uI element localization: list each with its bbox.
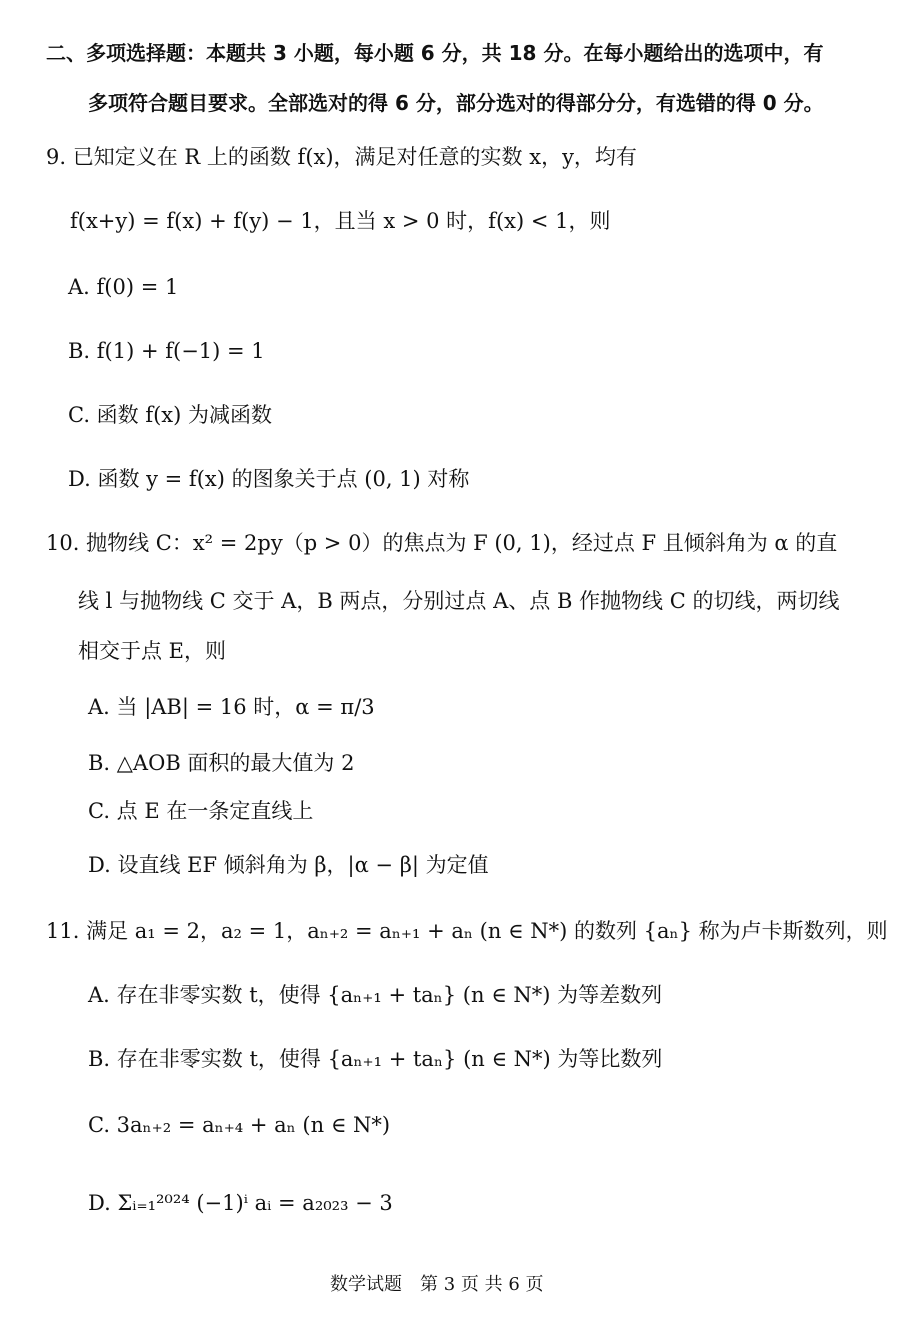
question-10-stem-line-3: 相交于点 E，则 xyxy=(78,639,227,663)
question-9-stem-line-1: 9. 已知定义在 R 上的函数 f(x)，满足对任意的实数 x，y，均有 xyxy=(46,145,637,169)
question-11-stem-line-1: 11. 满足 a₁ = 2，a₂ = 1，aₙ₊₂ = aₙ₊₁ + aₙ (n ∈ N*) 的数列 {aₙ} 称为卢卡斯数列，则 xyxy=(46,919,888,943)
section-heading-line-1: 二、多项选择题：本题共 3 小题，每小题 6 分，共 18 分。在每小题给出的选项中，有 xyxy=(46,41,824,65)
question-11-option-d: D. Σᵢ₌₁²⁰²⁴ (−1)ⁱ aᵢ = a₂₀₂₃ − 3 xyxy=(88,1191,393,1215)
question-11-option-b: B. 存在非零实数 t，使得 {aₙ₊₁ + taₙ} (n ∈ N*) 为等比数列 xyxy=(88,1047,663,1071)
question-9-option-b: B. f(1) + f(−1) = 1 xyxy=(68,339,265,363)
question-9-stem-line-2: f(x+y) = f(x) + f(y) − 1，且当 x > 0 时，f(x) < 1，则 xyxy=(70,209,611,233)
question-10-option-a: A. 当 |AB| = 16 时，α = π/3 xyxy=(88,695,375,719)
question-10-stem-line-1: 10. 抛物线 C：x² = 2py（p > 0）的焦点为 F (0, 1)，经过点 F 且倾斜角为 α 的直 xyxy=(46,531,838,555)
question-9-option-d: D. 函数 y = f(x) 的图象关于点 (0, 1) 对称 xyxy=(68,467,470,491)
question-10-stem-line-2: 线 l 与抛物线 C 交于 A，B 两点，分别过点 A、点 B 作抛物线 C 的切线，两切线 xyxy=(78,589,840,613)
question-10-option-d: D. 设直线 EF 倾斜角为 β，|α − β| 为定值 xyxy=(88,853,489,877)
page-footer: 数学试题 第 3 页 共 6 页 xyxy=(330,1274,544,1295)
section-heading-line-2: 多项符合题目要求。全部选对的得 6 分，部分选对的得部分分，有选错的得 0 分。 xyxy=(88,91,824,115)
question-10-option-b: B. △AOB 面积的最大值为 2 xyxy=(88,751,355,775)
question-9-option-c: C. 函数 f(x) 为减函数 xyxy=(68,403,273,427)
question-11-option-a: A. 存在非零实数 t，使得 {aₙ₊₁ + taₙ} (n ∈ N*) 为等差数列 xyxy=(88,983,663,1007)
question-9-option-a: A. f(0) = 1 xyxy=(68,275,179,299)
question-10-option-c: C. 点 E 在一条定直线上 xyxy=(88,799,314,823)
question-11-option-c: C. 3aₙ₊₂ = aₙ₊₄ + aₙ (n ∈ N*) xyxy=(88,1113,391,1137)
